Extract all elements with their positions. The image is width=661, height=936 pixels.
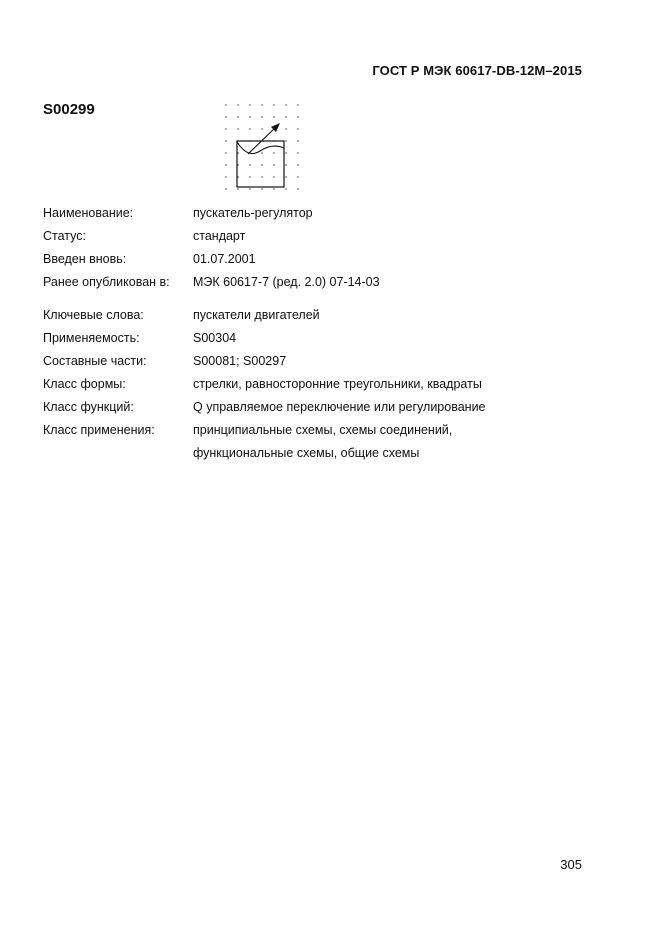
grid-dot (285, 152, 287, 154)
applicability-value: S00304 (193, 331, 237, 345)
grid-dot (285, 116, 287, 118)
grid-dot (285, 140, 287, 142)
name-label: Наименование: (43, 206, 134, 220)
grid-dot (261, 164, 263, 166)
function-class-label: Класс функций: (43, 400, 134, 414)
keywords-label: Ключевые слова: (43, 308, 144, 322)
grid-dot (237, 116, 239, 118)
grid-dot (285, 188, 287, 190)
grid-dot (297, 188, 299, 190)
parts-label: Составные части: (43, 354, 147, 368)
shape-class-value: стрелки, равносторонние треугольники, квадраты (193, 377, 482, 391)
grid-dot (261, 128, 263, 130)
grid-dot (261, 104, 263, 106)
grid-dot (273, 188, 275, 190)
grid-dot (261, 152, 263, 154)
grid-dot (297, 140, 299, 142)
grid-dot (249, 176, 251, 178)
application-class-label: Класс применения: (43, 423, 155, 437)
grid-dot (237, 188, 239, 190)
application-class-value-line1: принципиальные схемы, схемы соединений, (193, 423, 453, 437)
grid-dot (273, 152, 275, 154)
grid-dot (237, 128, 239, 130)
grid-dot (249, 188, 251, 190)
grid-dot (297, 164, 299, 166)
grid-dot (273, 164, 275, 166)
status-value: стандарт (193, 229, 246, 243)
page-number: 305 (560, 857, 582, 872)
shape-class-label: Класс формы: (43, 377, 126, 391)
name-value: пускатель-регулятор (193, 206, 313, 220)
grid-dot (249, 128, 251, 130)
applicability-label: Применяемость: (43, 331, 140, 345)
grid-dot (297, 176, 299, 178)
grid-dot (273, 116, 275, 118)
published-value: МЭК 60617-7 (ред. 2.0) 07-14-03 (193, 275, 380, 289)
grid-dot (225, 152, 227, 154)
function-class-value: Q управляемое переключение или регулирование (193, 400, 486, 414)
grid-dot (249, 164, 251, 166)
grid-dot (249, 116, 251, 118)
status-label: Статус: (43, 229, 86, 243)
introduced-label: Введен вновь: (43, 252, 127, 266)
grid-dots (225, 104, 299, 190)
grid-dot (297, 152, 299, 154)
grid-dot (285, 128, 287, 130)
published-label: Ранее опубликован в: (43, 275, 170, 289)
introduced-value: 01.07.2001 (193, 252, 256, 266)
parts-value: S00081; S00297 (193, 354, 287, 368)
grid-dot (225, 188, 227, 190)
grid-dot (225, 128, 227, 130)
grid-dot (285, 164, 287, 166)
grid-dot (297, 128, 299, 130)
grid-dot (261, 176, 263, 178)
grid-dot (297, 104, 299, 106)
grid-dot (297, 116, 299, 118)
grid-dot (273, 176, 275, 178)
symbol-square (237, 141, 284, 187)
starter-regulator-symbol-icon (218, 99, 308, 195)
grid-dot (225, 164, 227, 166)
grid-dot (225, 140, 227, 142)
grid-dot (285, 104, 287, 106)
grid-dot (225, 176, 227, 178)
keywords-value: пускатели двигателей (193, 308, 320, 322)
document-header: ГОСТ Р МЭК 60617-DB-12M–2015 (372, 63, 582, 78)
grid-dot (273, 104, 275, 106)
symbol-code: S00299 (43, 101, 95, 118)
grid-dot (285, 176, 287, 178)
grid-dot (237, 104, 239, 106)
grid-dot (225, 116, 227, 118)
grid-dot (261, 188, 263, 190)
symbol-curve (237, 142, 284, 154)
grid-dot (249, 104, 251, 106)
grid-dot (225, 104, 227, 106)
grid-dot (261, 116, 263, 118)
application-class-value-line2: функциональные схемы, общие схемы (193, 446, 420, 460)
